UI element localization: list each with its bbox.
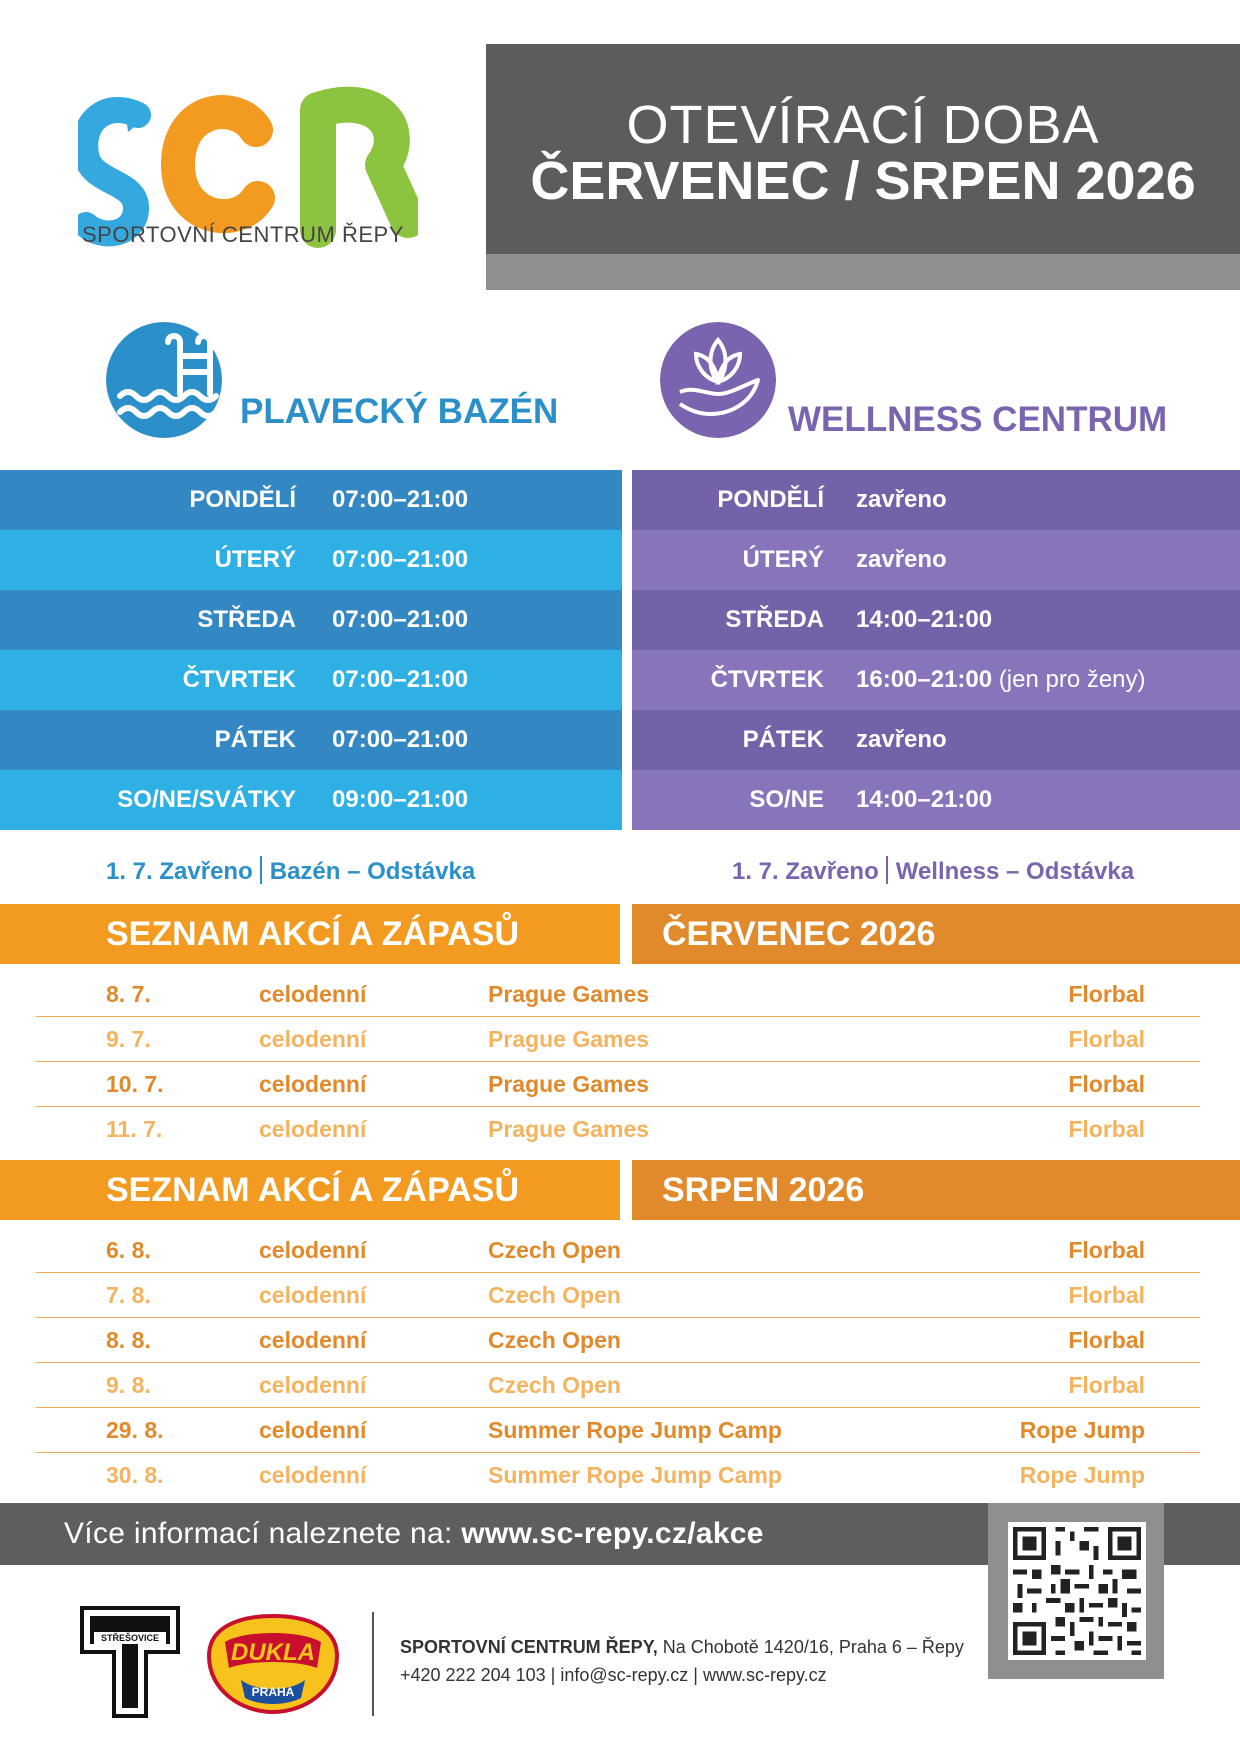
hours-value: 14:00–21:00 <box>856 786 993 813</box>
page-subtitle: ČERVENEC / SRPEN 2026 <box>530 151 1196 211</box>
info-prefix: Více informací naleznete na: <box>64 1517 462 1550</box>
wellness-row <box>632 710 1240 770</box>
pool-closure-note: 1. 7. Zavřeno Bazén – Odstávka <box>106 858 476 885</box>
events-month-july: ČERVENEC 2026 <box>632 904 1240 964</box>
day-label: SO/NE/SVÁTKY <box>117 786 296 813</box>
hours-value: 14:00–21:00 <box>856 606 993 633</box>
event-row: 10. 7. celodenní Prague Games Florbal <box>36 1062 1200 1107</box>
strešovice-logo <box>80 1606 180 1718</box>
day-label: STŘEDA <box>197 606 296 633</box>
day-label: PÁTEK <box>214 726 296 753</box>
lotus-icon <box>660 322 776 438</box>
wellness-schedule <box>632 470 1240 830</box>
wellness-title: WELLNESS CENTRUM <box>788 400 1168 439</box>
wellness-row <box>632 650 1240 710</box>
event-row: 29. 8. celodenní Summer Rope Jump Camp Rope Jump <box>36 1408 1200 1453</box>
page-title: OTEVÍRACÍ DOBA <box>626 95 1100 155</box>
hours-value: 16:00–21:00 (jen pro ženy) <box>856 666 1146 693</box>
event-row: 6. 8. celodenní Czech Open Florbal <box>36 1228 1200 1273</box>
qr-code-icon[interactable] <box>1008 1522 1146 1660</box>
events-month-august: SRPEN 2026 <box>632 1160 1240 1220</box>
day-label: PONDĚLÍ <box>717 486 824 513</box>
day-label: ÚTERÝ <box>214 546 296 573</box>
hours-value: 07:00–21:00 <box>332 726 469 753</box>
hours-value: 07:00–21:00 <box>332 666 469 693</box>
wellness-closure-note: 1. 7. Zavřeno Wellness – Odstávka <box>732 858 1135 885</box>
hours-value: 07:00–21:00 <box>332 546 469 573</box>
wellness-row <box>632 470 1240 530</box>
footer-divider <box>372 1612 374 1716</box>
day-label: ČTVRTEK <box>182 666 296 693</box>
day-label: PONDĚLÍ <box>189 486 296 513</box>
svg-text:STŘEŠOVICE: STŘEŠOVICE <box>100 1633 160 1643</box>
hours-value: 07:00–21:00 <box>332 606 469 633</box>
pool-row <box>0 470 622 530</box>
pool-schedule <box>0 470 622 830</box>
pool-row <box>0 710 622 770</box>
svg-text:DUKLA: DUKLA <box>231 1639 315 1666</box>
event-row: 9. 7. celodenní Prague Games Florbal <box>36 1017 1200 1062</box>
hours-value: 09:00–21:00 <box>332 786 469 813</box>
event-row: 8. 7. celodenní Prague Games Florbal <box>36 972 1200 1017</box>
hours-value: 07:00–21:00 <box>332 486 469 513</box>
day-label: PÁTEK <box>742 726 824 753</box>
pool-row <box>0 770 622 830</box>
pool-title: PLAVECKÝ BAZÉN <box>240 392 559 431</box>
day-label: STŘEDA <box>725 606 824 633</box>
title-accent-bar <box>486 254 1240 290</box>
pool-row <box>0 650 622 710</box>
pool-icon <box>106 322 222 438</box>
day-label: SO/NE <box>749 786 824 813</box>
day-label: ÚTERÝ <box>742 546 824 573</box>
pool-row <box>0 590 622 650</box>
hours-value: zavřeno <box>856 546 947 573</box>
contact-line: +420 222 204 103 | info@sc-repy.cz | www.sc-repy.cz <box>400 1665 827 1685</box>
hours-value: zavřeno <box>856 486 947 513</box>
dukla-praha-logo <box>205 1612 341 1716</box>
day-label: ČTVRTEK <box>710 666 824 693</box>
info-link[interactable]: www.sc-repy.cz/akce <box>461 1517 764 1550</box>
hours-value: zavřeno <box>856 726 947 753</box>
events-heading-august: SEZNAM AKCÍ A ZÁPASŮ <box>0 1160 620 1220</box>
address-line: SPORTOVNÍ CENTRUM ŘEPY, Na Chobotě 1420/16, Praha 6 – Řepy <box>400 1637 964 1657</box>
event-row: 9. 8. celodenní Czech Open Florbal <box>36 1363 1200 1408</box>
events-heading-july: SEZNAM AKCÍ A ZÁPASŮ <box>0 904 620 964</box>
event-row: 8. 8. celodenní Czech Open Florbal <box>36 1318 1200 1363</box>
event-row: 30. 8. celodenní Summer Rope Jump Camp Rope Jump <box>106 1462 1145 1488</box>
logo-caption: SPORTOVNÍ CENTRUM ŘEPY <box>82 222 404 247</box>
wellness-row <box>632 590 1240 650</box>
wellness-row <box>632 530 1240 590</box>
pool-row <box>0 530 622 590</box>
event-row: 7. 8. celodenní Czech Open Florbal <box>36 1273 1200 1318</box>
event-row: 11. 7. celodenní Prague Games Florbal <box>106 1116 1145 1142</box>
svg-text:PRAHA: PRAHA <box>251 1685 295 1699</box>
wellness-row <box>632 770 1240 830</box>
